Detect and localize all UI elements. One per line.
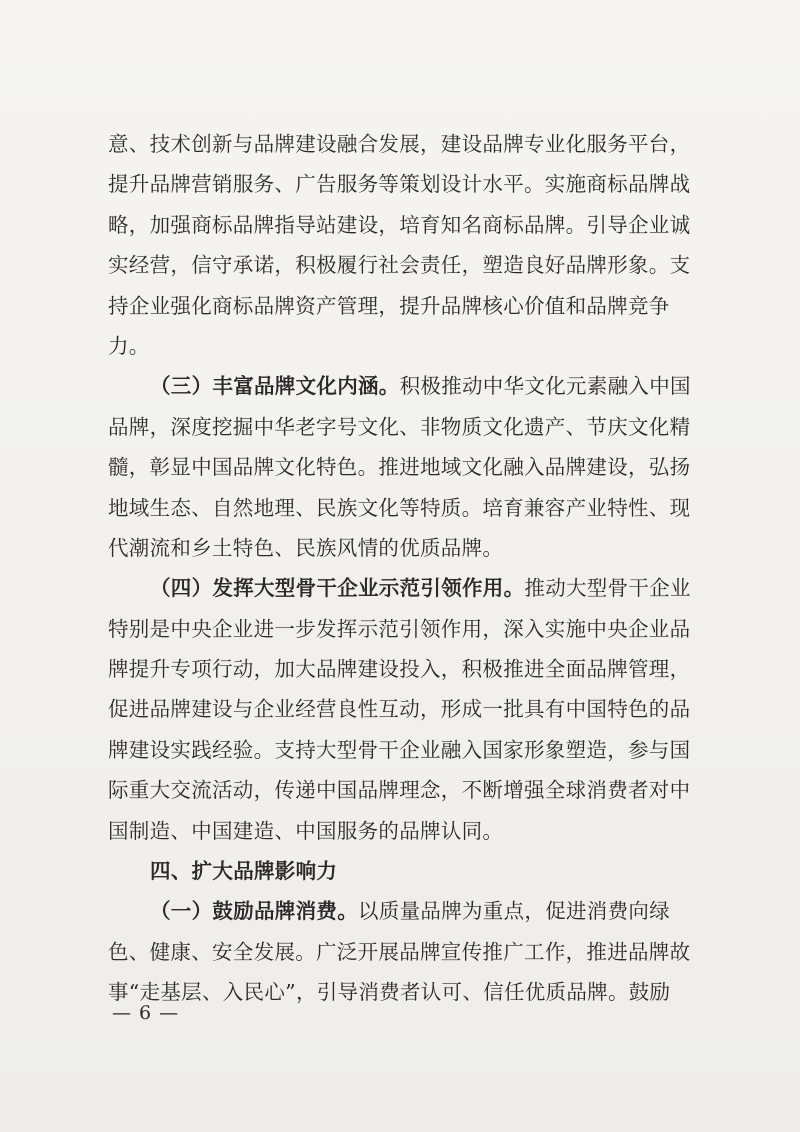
section-4-first-line-text: 推动大型骨干企业	[524, 576, 691, 601]
paragraph-line: 略，加强商标品牌指导站建设，培育知名商标品牌。引导企业诚	[108, 212, 691, 237]
paragraph-line: 特别是中央企业进一步发挥示范引领作用，深入实施中央企业品	[108, 616, 691, 641]
section-4-1-heading: （一）鼓励品牌消费。	[150, 899, 358, 924]
paragraph-line: 髓，彰显中国品牌文化特色。推进地域文化融入品牌建设，弘扬	[108, 455, 691, 480]
section-3-heading: （三）丰富品牌文化内涵。	[150, 374, 400, 399]
paragraph-line: 持企业强化商标品牌资产管理，提升品牌核心价值和品牌竞争	[108, 293, 670, 318]
section-4-1-first-line	[108, 891, 698, 931]
paragraph-line: 事“走基层、入民心”，引导消费者认可、信任优质品牌。鼓励	[108, 980, 671, 1005]
paragraph-line: 牌建设实践经验。支持大型骨干企业融入国家形象塑造，参与国	[108, 737, 691, 762]
section-4-heading: （四）发挥大型骨干企业示范引领作用。	[150, 576, 525, 601]
paragraph-line: 国制造、中国建造、中国服务的品牌认同。	[108, 818, 504, 843]
section-4-first-line	[108, 568, 698, 608]
paragraph-line: 牌提升专项行动，加大品牌建设投入，积极推进全面品牌管理，	[108, 657, 691, 682]
document-body	[108, 124, 698, 1013]
section-4-1-first-line-text: 以质量品牌为重点，促进消费向绿	[358, 899, 670, 924]
paragraph-line: 代潮流和乡土特色、民族风情的优质品牌。	[108, 535, 504, 560]
section-3-first-line-text: 积极推动中华文化元素融入中国	[399, 374, 691, 399]
paragraph-line: 地域生态、自然地理、民族文化等特质。培育兼容产业特性、现	[108, 495, 691, 520]
paragraph-line: 实经营，信守承诺，积极履行社会责任，塑造良好品牌形象。支	[108, 253, 691, 278]
section-3-first-line	[108, 366, 698, 406]
paragraph-line: 力。	[108, 333, 150, 358]
paragraph-line: 意、技术创新与品牌建设融合发展，建设品牌专业化服务平台，	[108, 132, 691, 156]
paragraph-line: 提升品牌营销服务、广告服务等策划设计水平。实施商标品牌战	[108, 172, 691, 197]
chapter-4-heading: 四、扩大品牌影响力	[150, 859, 338, 884]
paragraph-line: 色、健康、安全发展。广泛开展品牌宣传推广工作，推进品牌故	[108, 939, 691, 964]
paragraph-line: 促进品牌建设与企业经营良性互动，形成一批具有中国特色的品	[108, 697, 691, 722]
page-number: — 6 —	[112, 1002, 180, 1024]
paragraph-line: 品牌，深度挖掘中华老字号文化、非物质文化遗产、节庆文化精	[108, 414, 691, 439]
paragraph-line: 际重大交流活动，传递中国品牌理念，不断增强全球消费者对中	[108, 778, 691, 803]
